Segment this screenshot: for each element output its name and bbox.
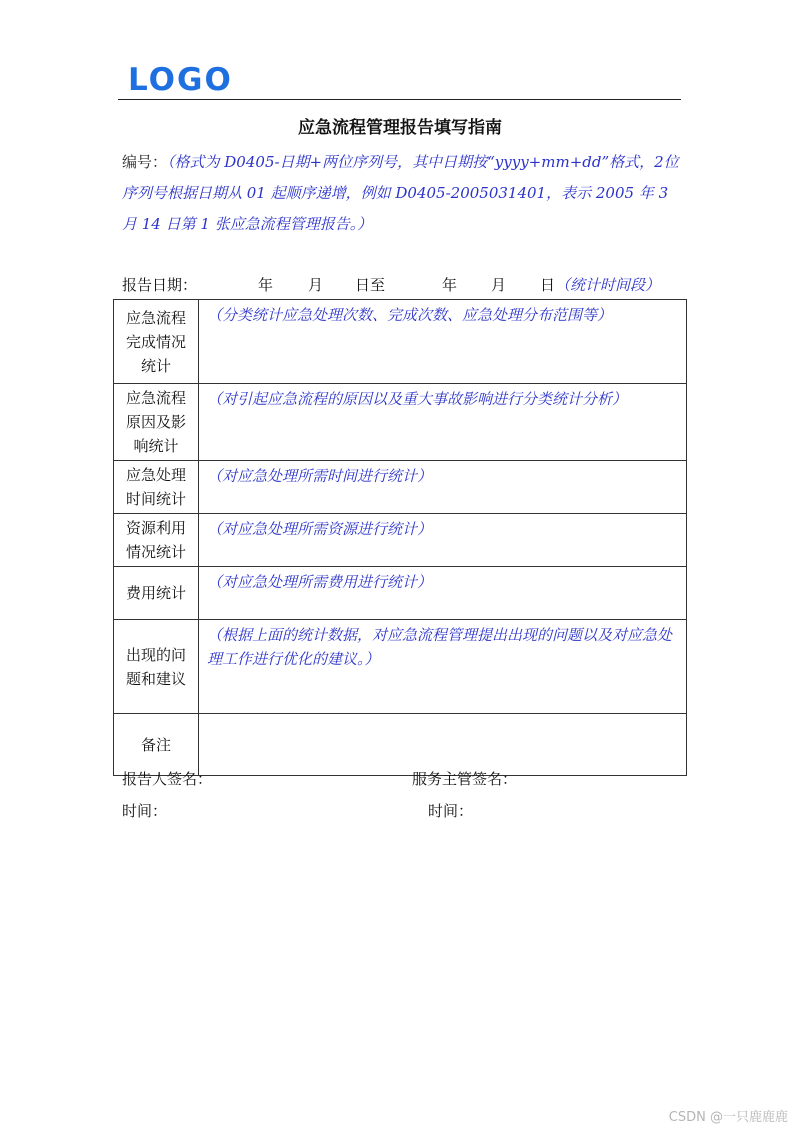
table-row [114, 300, 687, 384]
row-header-text: 应急流程原因及影响统计 [125, 389, 186, 455]
time-label-right: 时间： [428, 802, 474, 820]
row-header [114, 384, 199, 461]
row-value[interactable]: （根据上面的统计数据，对应急流程管理提出出现的问题以及对应急处理工作进行优化的建议。） [199, 620, 687, 714]
watermark: CSDN @一只鹿鹿鹿 [668, 1110, 788, 1125]
row-header [114, 714, 199, 776]
code-label: 编号： [122, 153, 168, 171]
row-header-text: 备注 [140, 735, 171, 754]
row-header [114, 461, 199, 514]
row-value[interactable]: （对应急处理所需资源进行统计） [199, 514, 687, 567]
month-start: 月 [308, 276, 324, 294]
table-row [114, 714, 687, 776]
row-header-text: 费用统计 [125, 584, 186, 602]
row-header-text: 应急处理时间统计 [125, 466, 186, 508]
row-header [114, 300, 199, 384]
report-date-line [122, 274, 692, 295]
time-label-left: 时间： [122, 802, 168, 820]
month-end: 月 [491, 276, 507, 294]
row-header [114, 567, 199, 620]
table-row [114, 384, 687, 461]
table-row [114, 567, 687, 620]
row-header-text: 资源利用情况统计 [125, 519, 186, 561]
table-row [114, 461, 687, 514]
supervisor-signature-label: 服务主管签名： [412, 770, 518, 788]
year-end: 年 [442, 276, 458, 294]
row-value[interactable]: （对应急处理所需费用进行统计） [199, 567, 687, 620]
row-header-text: 应急流程完成情况统计 [125, 308, 186, 375]
day-end: 日 [540, 276, 556, 294]
row-header [114, 514, 199, 567]
company-logo: LOGO [128, 62, 233, 98]
document-title: 应急流程管理报告填写指南 [298, 118, 502, 138]
row-value[interactable]: （对引起应急流程的原因以及重大事故影响进行分类统计分析） [199, 384, 687, 461]
code-format-hint: （格式为 D0405-日期+两位序列号，其中日期按“yyyy+mm+dd”格式，2位序列号根据日期从 01 起顺序递增，例如 D0405-2005031401，表示 2005 年 3 月 14 日第 1 张应急流程管理报告。） [122, 153, 679, 233]
row-value[interactable]: （分类统计应急处理次数、完成次数、应急处理分布范围等） [199, 300, 687, 384]
report-table [113, 299, 687, 776]
row-header [114, 620, 199, 714]
reporter-signature-label: 报告人签名： [122, 770, 213, 788]
table-row [114, 620, 687, 714]
year-start: 年 [258, 276, 274, 294]
code-instruction [122, 147, 684, 240]
table-row [114, 514, 687, 567]
day-to: 日至 [355, 276, 386, 294]
date-range-hint: （统计时间段） [555, 276, 661, 294]
row-value[interactable]: （对应急处理所需时间进行统计） [199, 461, 687, 514]
header-rule [118, 99, 681, 100]
row-header-text: 出现的问题和建议 [125, 645, 186, 688]
row-value[interactable] [199, 714, 687, 776]
report-date-label: 报告日期： [122, 276, 198, 294]
